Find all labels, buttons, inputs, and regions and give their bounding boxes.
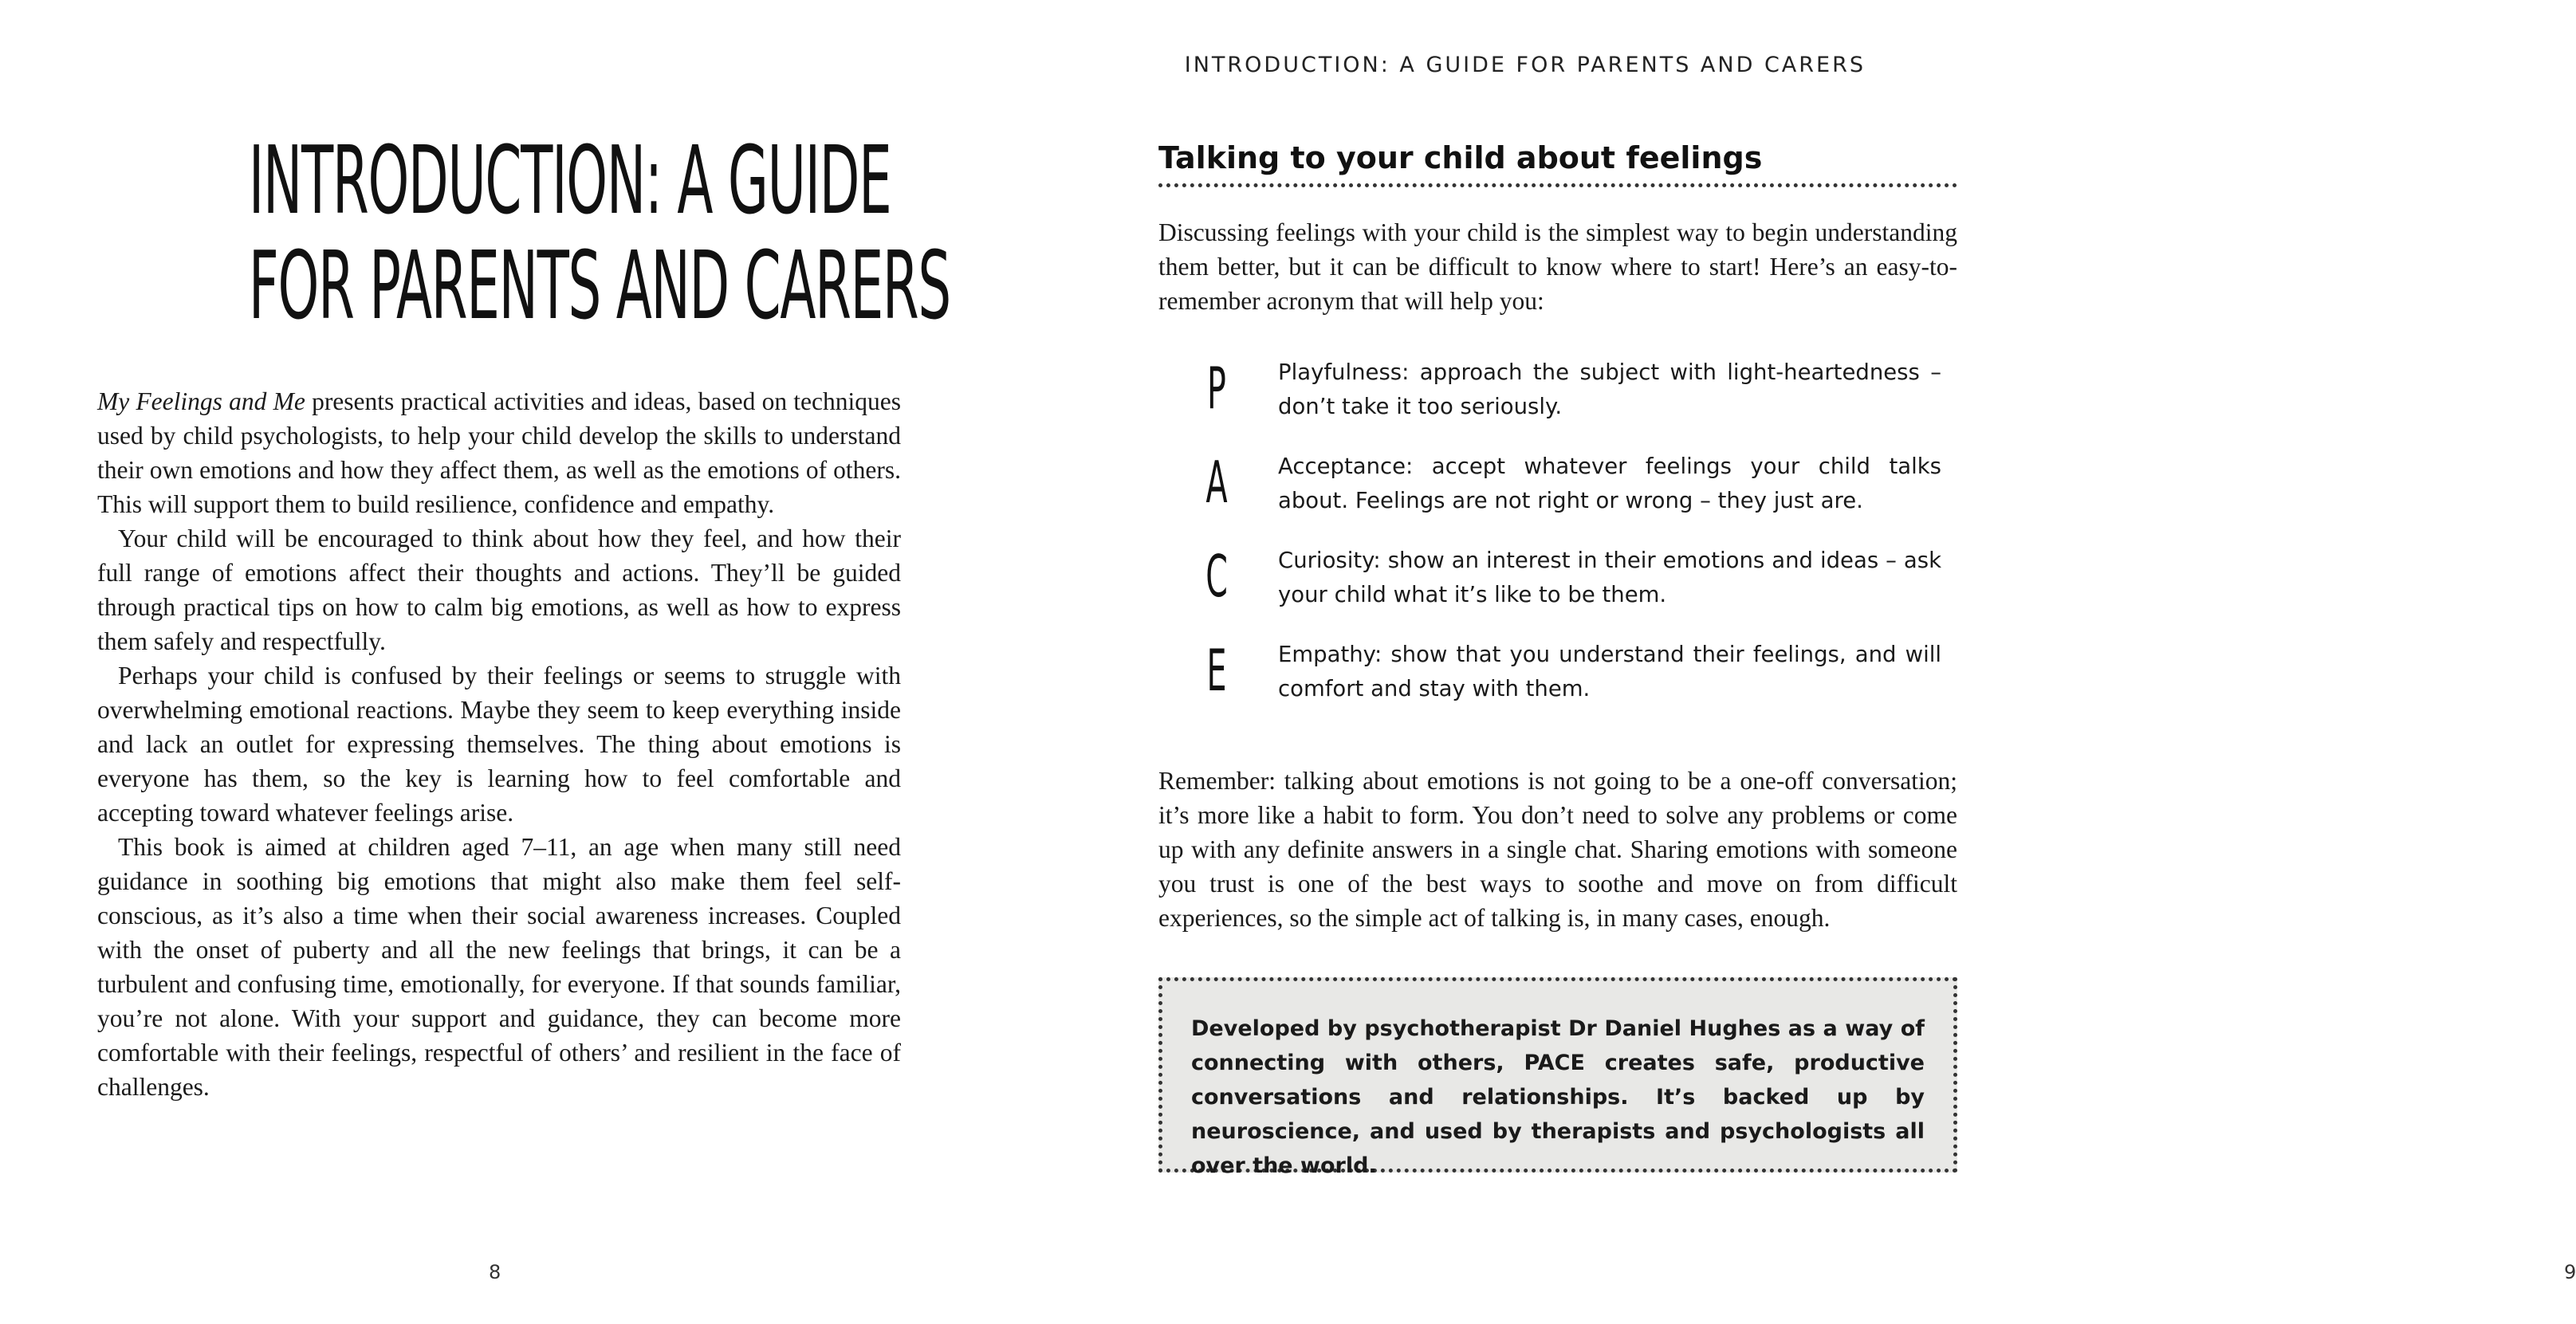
chapter-title-line-2: FOR PARENTS AND CARERS [248,230,950,340]
pace-acronym-list [1158,356,1957,732]
pace-letter-c: C [1205,543,1228,610]
pace-letter-p: P [1207,355,1226,422]
running-head: INTRODUCTION: A GUIDE FOR PARENTS AND CARERS [1184,53,1866,77]
pace-text-curiosity: Curiosity: show an interest in their emotions and ideas – ask your child what it’s like to be them. [1278,548,1941,607]
pace-text-empathy: Empathy: show that you understand their feelings, and will comfort and stay with them. [1278,642,1941,701]
chapter-title [248,125,950,340]
intro-paragraph-1 [97,384,901,521]
pace-item-curiosity [1158,544,1957,638]
pace-item-empathy [1158,638,1957,732]
left-page [0,0,1021,1324]
page-number-left: 8 [489,1261,501,1283]
pace-text-playfulness: Playfulness: approach the subject with light-heartedness – don’t take it too seriously. [1278,359,1941,419]
right-page [1021,0,2576,1324]
pace-item-playfulness [1158,356,1957,450]
intro-paragraph-4: This book is aimed at children aged 7–11, an age when many still need guidance in soothing big emotions that might also make them feel self-conscious, as it’s also a time when their social awareness increases. Coupled with the onset of puberty and all the new feelings that brings, it can be a turbulent and confusing time, emotionally, for everyone. If that sounds familiar, you’re not alone. With your support and guidance, they can become more comfortable with their feelings, respectful of others’ and resilient in the face of challenges. [97,833,901,1101]
remember-paragraph: Remember: talking about emotions is not going to be a one-off conversation; it’s more like a habit to form. You don’t need to solve any problems or come up with any definite answers in a single chat. Sharing emotions with someone you trust is one of the best ways to soothe and move on from difficult experiences, so the simple act of talking is, in many cases, enough. [1158,767,1957,932]
pace-item-acceptance [1158,450,1957,544]
intro-paragraph-1-text: presents practical activities and ideas, based on techniques used by child psychologists, to help your child develop the skills to understand their own emotions and how they affect them, as well as the emotions of others. This will support them to build resilience, confidence and empathy. [97,387,901,518]
introduction-body [97,384,901,1104]
chapter-title-line-1: INTRODUCTION: A GUIDE [248,125,891,235]
page-number-right: 9 [2564,1261,2576,1283]
section-intro-paragraph: Discussing feelings with your child is the simplest way to begin understanding them better, but it can be difficult to know where to start! Here’s an easy-to-remember acronym that will help you: [1158,218,1957,315]
pace-text-acceptance: Acceptance: accept whatever feelings your child talks about. Feelings are not right or wrong – they just are. [1278,454,1941,513]
section-heading: Talking to your child about feelings [1158,140,1957,187]
pace-callout-box: Developed by psychotherapist Dr Daniel Hughes as a way of connecting with others, PACE creates safe, productive conversations and relationships. It’s backed up by neuroscience, and used by therapists and psychologists all over the world. [1158,977,1957,1173]
book-title-italic: My Feelings and Me [97,387,305,415]
intro-paragraph-3: Perhaps your child is confused by their feelings or seems to struggle with overwhelming emotional reactions. Maybe they seem to keep everything inside and lack an outlet for expressing themselves. The thing about emotions is everyone has them, so the key is learning how to feel comfortable and accepting toward whatever feelings arise. [97,662,901,827]
intro-paragraph-2: Your child will be encouraged to think about how they feel, and how their full range of emotions affect their thoughts and actions. They’ll be guided through practical tips on how to calm big emotions, as well as how to express them safely and respectfully. [97,524,901,655]
pace-letter-e: E [1206,637,1227,704]
pace-letter-a: A [1205,449,1228,516]
